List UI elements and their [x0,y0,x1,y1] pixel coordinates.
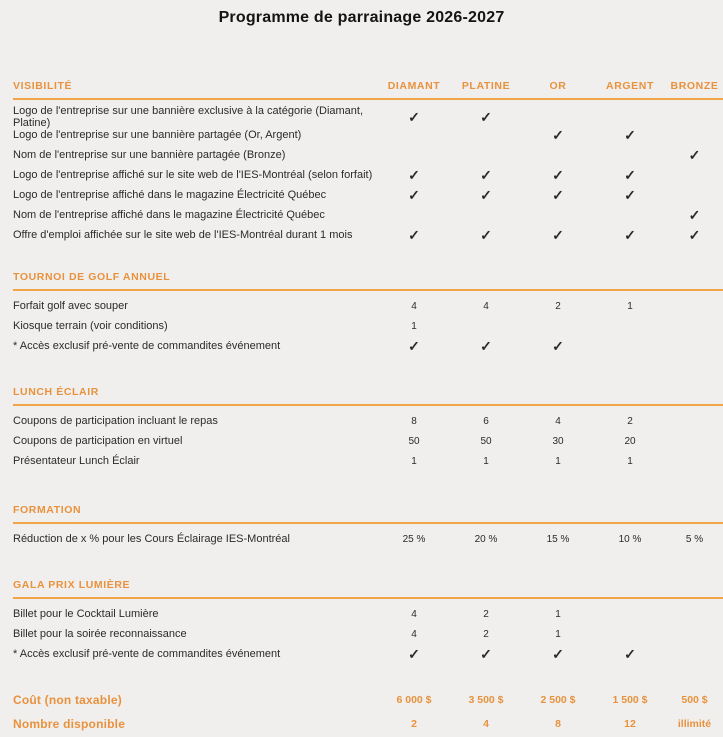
check-icon: ✓ [552,338,564,354]
footer-value: 12 [624,718,636,730]
section-rows [13,411,723,471]
section [13,504,723,549]
section-divider [13,522,723,524]
check-icon: ✓ [624,127,636,143]
footer-value: 1 500 $ [612,694,648,706]
footer-value: 500 $ [681,694,708,706]
cell-value: 4 [411,300,417,312]
cell-value: 2 [483,608,489,620]
table-row [13,105,723,129]
table-row [13,145,723,165]
section [13,579,723,664]
row-label: Logo de l'entreprise sur une bannière exclusive à la catégorie (Diamant, Platine) [13,105,364,129]
cell-value: 6 [483,415,489,427]
table-row [13,336,723,356]
section-header [13,386,723,399]
check-icon: ✓ [408,338,420,354]
footer-rows [13,688,723,736]
footer-row [13,712,723,736]
table-row [13,316,723,336]
cell-value: 15 % [546,533,570,545]
footer-value: 2 [411,718,417,730]
section-divider [13,597,723,599]
cell-value: 2 [627,415,633,427]
cell-value: 50 [408,435,420,447]
cell-value: 4 [483,300,489,312]
check-icon: ✓ [624,167,636,183]
check-icon: ✓ [480,167,492,183]
section [13,271,723,356]
cell-value: 1 [627,455,633,467]
cell-value: 30 [552,435,564,447]
section-title: GALA PRIX LUMIÈRE [13,579,131,591]
footer-value: 8 [555,718,561,730]
row-label: Nom de l'entreprise sur une bannière partagée (Bronze) [13,149,286,161]
cell-value: 2 [555,300,561,312]
row-label: Nom de l'entreprise affiché dans le magazine Électricité Québec [13,209,325,221]
cell-value: 4 [411,628,417,640]
page-title: Programme de parrainage 2026-2027 [218,9,505,26]
cell-value: 1 [627,300,633,312]
row-label: Réduction de x % pour les Cours Éclairage IES-Montréal [13,533,290,545]
section-header [13,271,723,284]
table-row [13,624,723,644]
section-divider [13,289,723,291]
section [13,80,723,245]
footer-value: 2 500 $ [540,694,576,706]
section-divider [13,404,723,406]
check-icon: ✓ [552,127,564,143]
row-label: Logo de l'entreprise sur une bannière partagée (Or, Argent) [13,129,302,141]
column-header: DIAMANT [387,80,441,92]
check-icon: ✓ [552,187,564,203]
row-label: Offre d'emploi affichée sur le site web de l'IES-Montréal durant 1 mois [13,229,353,241]
check-icon: ✓ [480,187,492,203]
content [0,80,723,736]
cell-value: 4 [555,415,561,427]
row-label: Coupons de participation en virtuel [13,435,183,447]
cell-value: 8 [411,415,417,427]
footer-label: Coût (non taxable) [13,693,122,707]
check-icon: ✓ [552,227,564,243]
section-rows [13,604,723,664]
check-icon: ✓ [408,109,420,125]
section-rows [13,296,723,356]
table-row [13,205,723,225]
cell-value: 1 [555,455,561,467]
cell-value: 50 [480,435,492,447]
check-icon: ✓ [408,646,420,662]
section-title: TOURNOI DE GOLF ANNUEL [13,271,171,283]
row-label: Logo de l'entreprise affiché dans le magazine Électricité Québec [13,189,327,201]
check-icon: ✓ [624,646,636,662]
table-row [13,411,723,431]
footer-value: 4 [483,718,489,730]
row-label: * Accès exclusif pré-vente de commandites événement [13,340,281,352]
table-row [13,431,723,451]
check-icon: ✓ [688,207,701,223]
column-header: PLATINE [461,80,511,92]
section-title: VISIBILITÉ [13,80,73,92]
footer-value: 3 500 $ [468,694,504,706]
column-header: BRONZE [670,80,719,92]
check-icon: ✓ [480,227,492,243]
cell-value: 1 [411,455,417,467]
section-header [13,579,723,592]
footer-row [13,688,723,712]
footer-value: 6 000 $ [396,694,432,706]
row-label: Logo de l'entreprise affiché sur le site web de l'IES-Montréal (selon forfait) [13,169,373,181]
table-row [13,529,723,549]
cell-value: 20 % [474,533,498,545]
row-label: Kiosque terrain (voir conditions) [13,320,168,332]
cell-value: 1 [555,628,561,640]
cell-value: 25 % [402,533,426,545]
section-header [13,80,723,93]
row-label: Billet pour la soirée reconnaissance [13,628,187,640]
table-row [13,185,723,205]
section-header [13,504,723,517]
table-row [13,165,723,185]
table-row [13,296,723,316]
table-row [13,604,723,624]
table-row [13,451,723,471]
footer-label: Nombre disponible [13,717,126,731]
table-sections [13,80,723,664]
check-icon: ✓ [552,646,564,662]
cell-value: 1 [555,608,561,620]
row-label: Présentateur Lunch Éclair [13,455,140,467]
cell-value: 4 [411,608,417,620]
cell-value: 1 [411,320,417,332]
column-header: ARGENT [606,80,654,92]
column-header: OR [549,80,567,92]
check-icon: ✓ [552,167,564,183]
section-title: FORMATION [13,504,82,516]
section-rows [13,105,723,245]
check-icon: ✓ [480,646,492,662]
check-icon: ✓ [480,338,492,354]
table-row [13,225,723,245]
check-icon: ✓ [408,187,420,203]
table-row [13,644,723,664]
check-icon: ✓ [408,227,420,243]
cell-value: 10 % [618,533,642,545]
cell-value: 5 % [685,533,704,545]
check-icon: ✓ [688,227,701,243]
check-icon: ✓ [688,147,701,163]
check-icon: ✓ [624,227,636,243]
check-icon: ✓ [408,167,420,183]
row-label: * Accès exclusif pré-vente de commandites événement [13,648,281,660]
section-title: LUNCH ÉCLAIR [13,386,99,398]
section-divider [13,98,723,100]
row-label: Coupons de participation incluant le repas [13,415,218,427]
row-label: Forfait golf avec souper [13,300,128,312]
cell-value: 2 [483,628,489,640]
section-rows [13,529,723,549]
footer-value: illimité [677,718,712,730]
cell-value: 20 [624,435,636,447]
row-label: Billet pour le Cocktail Lumière [13,608,159,620]
section [13,386,723,471]
cell-value: 1 [483,455,489,467]
check-icon: ✓ [480,109,492,125]
check-icon: ✓ [624,187,636,203]
